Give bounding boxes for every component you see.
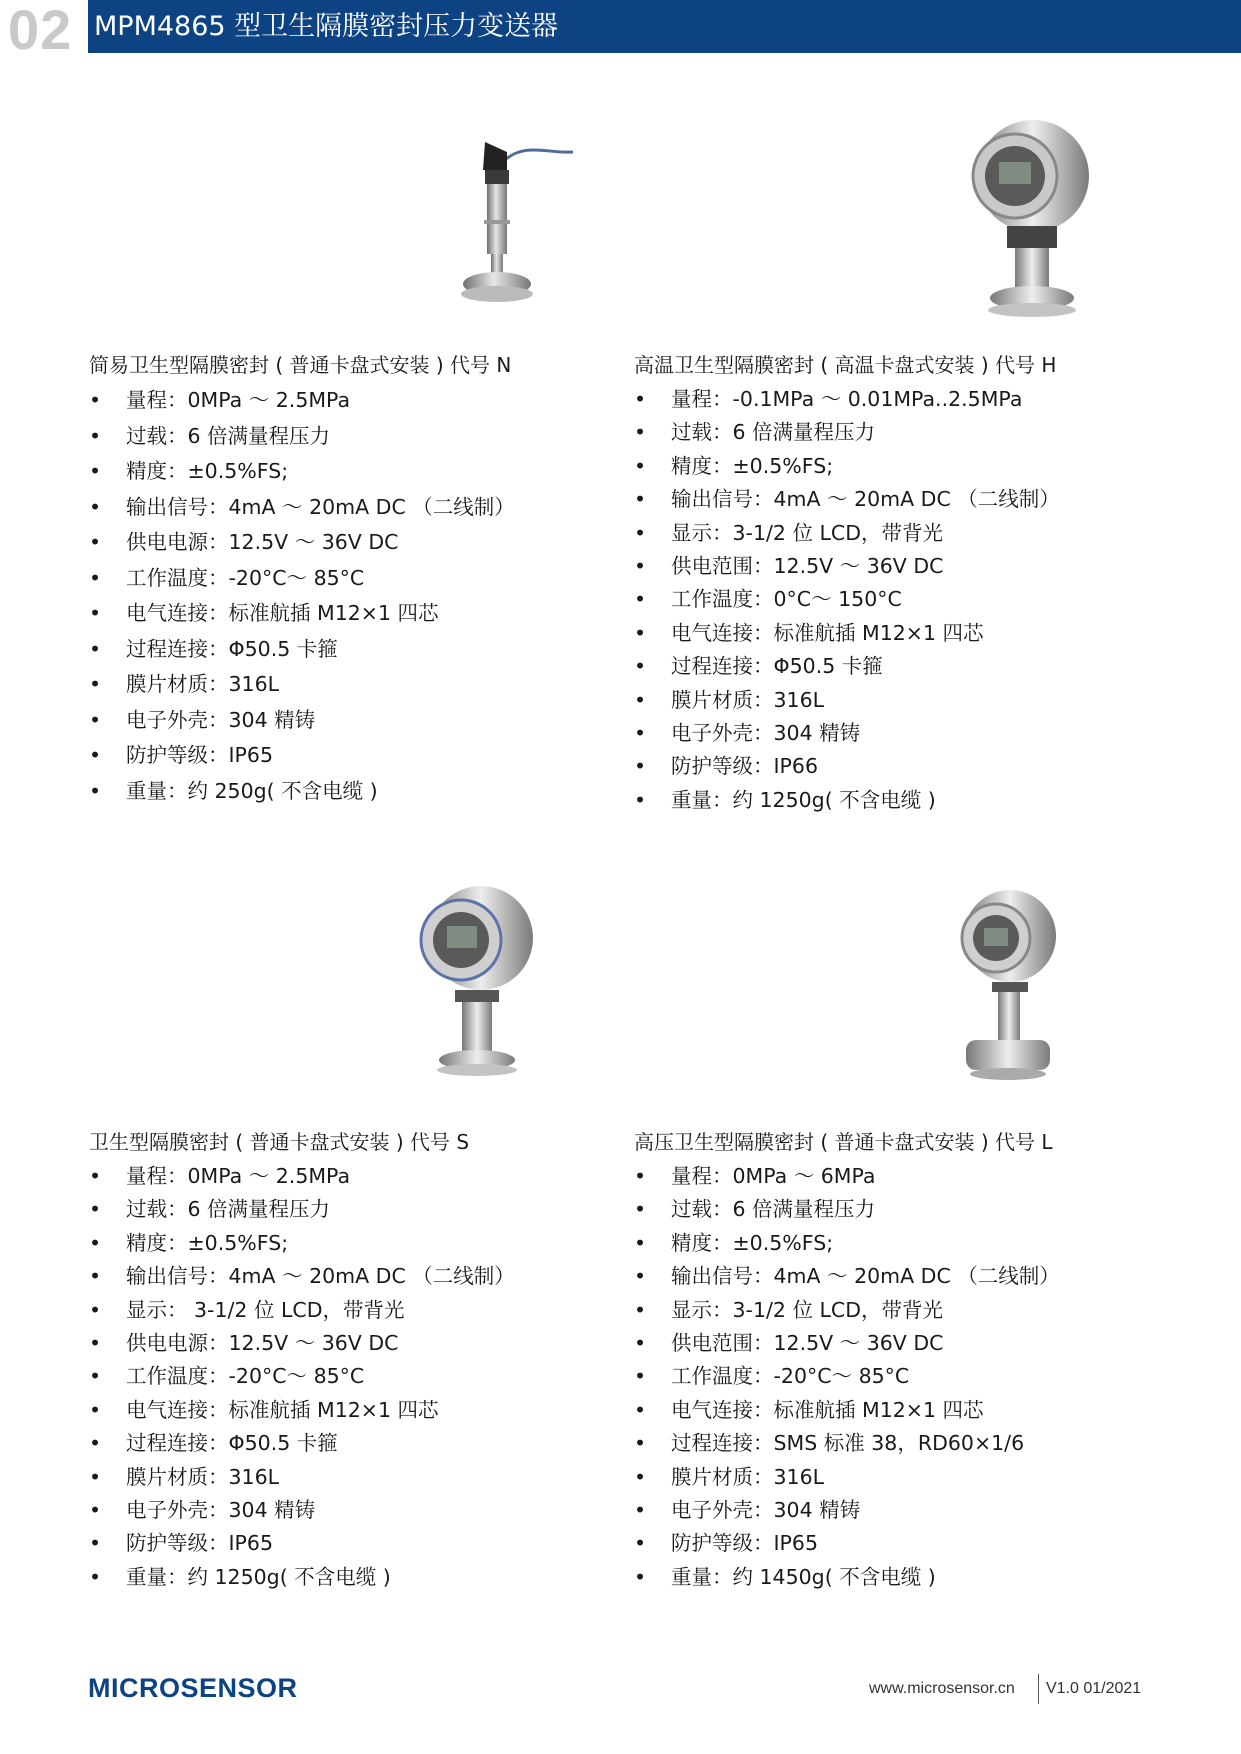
product-block-l: [634, 1128, 1094, 1594]
spec-item: • 量程：-0.1MPa ～ 0.01MPa..2.5MPa: [634, 383, 1094, 416]
spec-item: • 电子外壳：304 精铸: [89, 1494, 549, 1527]
spec-item: • 供电范围：12.5V ～ 36V DC: [634, 550, 1094, 583]
product-block-h: [634, 351, 1094, 817]
spec-item: • 供电范围：12.5V ～ 36V DC: [634, 1327, 1094, 1360]
footer-url: www.microsensor.cn: [869, 1680, 1015, 1697]
footer-divider: [1038, 1674, 1039, 1704]
spec-item: • 防护等级：IP65: [634, 1527, 1094, 1560]
spec-list-n: [89, 383, 549, 809]
spec-item: • 工作温度：-20°C～ 85°C: [89, 561, 549, 597]
spec-item: • 输出信号：4mA ～ 20mA DC （二线制）: [634, 1260, 1094, 1293]
product-title-h: 高温卫生型隔膜密封 ( 高温卡盘式安装 ) 代号 H: [634, 353, 1057, 377]
spec-item: • 精度：±0.5%FS;: [89, 454, 549, 490]
spec-item: • 过载：6 倍满量程压力: [89, 1193, 549, 1226]
spec-item: • 精度：±0.5%FS;: [634, 450, 1094, 483]
spec-item: • 电气连接：标准航插 M12×1 四芯: [634, 1394, 1094, 1427]
spec-item: • 精度：±0.5%FS;: [89, 1227, 549, 1260]
spec-item: • 过载：6 倍满量程压力: [634, 416, 1094, 449]
spec-item: • 输出信号：4mA ～ 20mA DC （二线制）: [89, 1260, 549, 1293]
spec-item: • 输出信号：4mA ～ 20mA DC （二线制）: [634, 483, 1094, 516]
brand-logo: MICROSENSOR: [88, 1673, 298, 1703]
spec-item: • 膜片材质：316L: [634, 684, 1094, 717]
spec-item: • 输出信号：4mA ～ 20mA DC （二线制）: [89, 490, 549, 526]
spec-item: • 过程连接：Φ50.5 卡箍: [89, 1427, 549, 1460]
spec-item: • 显示：3-1/2 位 LCD，带背光: [634, 517, 1094, 550]
spec-item: • 过程连接：SMS 标准 38，RD60×1/6: [634, 1427, 1094, 1460]
spec-item: • 防护等级：IP66: [634, 750, 1094, 783]
spec-item: • 重量：约 1250g( 不含电缆 ): [634, 784, 1094, 817]
product-image-s: [405, 886, 545, 1082]
spec-item: • 过载：6 倍满量程压力: [89, 419, 549, 455]
product-title-l: 高压卫生型隔膜密封 ( 普通卡盘式安装 ) 代号 L: [634, 1130, 1053, 1154]
spec-list-h: [634, 383, 1094, 817]
spec-item: • 工作温度：-20°C～ 85°C: [634, 1360, 1094, 1393]
product-title-n: 简易卫生型隔膜密封 ( 普通卡盘式安装 ) 代号 N: [89, 353, 512, 377]
product-image-n: [455, 132, 575, 314]
spec-item: • 电子外壳：304 精铸: [89, 703, 549, 739]
spec-item: • 显示： 3-1/2 位 LCD，带背光: [89, 1294, 549, 1327]
spec-item: • 过载：6 倍满量程压力: [634, 1193, 1094, 1226]
spec-item: • 供电电源：12.5V ～ 36V DC: [89, 525, 549, 561]
spec-list-s: [89, 1160, 549, 1594]
spec-item: • 工作温度：-20°C～ 85°C: [89, 1360, 549, 1393]
spec-item: • 电气连接：标准航插 M12×1 四芯: [89, 596, 549, 632]
spec-item: • 重量：约 1250g( 不含电缆 ): [89, 1561, 549, 1594]
product-image-h: [955, 118, 1105, 326]
product-block-s: [89, 1128, 549, 1594]
spec-item: • 重量：约 250g( 不含电缆 ): [89, 774, 549, 810]
spec-item: • 量程：0MPa ～ 2.5MPa: [89, 383, 549, 419]
spec-item: • 过程连接：Φ50.5 卡箍: [634, 650, 1094, 683]
spec-item: • 防护等级：IP65: [89, 1527, 549, 1560]
spec-list-l: [634, 1160, 1094, 1594]
product-block-n: [89, 351, 549, 809]
spec-item: • 重量：约 1450g( 不含电缆 ): [634, 1561, 1094, 1594]
spec-item: • 膜片材质：316L: [89, 667, 549, 703]
spec-item: • 电气连接：标准航插 M12×1 四芯: [89, 1394, 549, 1427]
page-title: MPM4865 型卫生隔膜密封压力变送器: [94, 11, 559, 42]
spec-item: • 量程：0MPa ～ 2.5MPa: [89, 1160, 549, 1193]
page-title-bar: [88, 0, 1241, 53]
spec-item: • 显示：3-1/2 位 LCD，带背光: [634, 1294, 1094, 1327]
spec-item: • 工作温度：0°C～ 150°C: [634, 583, 1094, 616]
spec-item: • 量程：0MPa ～ 6MPa: [634, 1160, 1094, 1193]
spec-item: • 供电电源：12.5V ～ 36V DC: [89, 1327, 549, 1360]
product-title-s: 卫生型隔膜密封 ( 普通卡盘式安装 ) 代号 S: [89, 1130, 470, 1154]
spec-item: • 电气连接：标准航插 M12×1 四芯: [634, 617, 1094, 650]
spec-item: • 膜片材质：316L: [634, 1461, 1094, 1494]
spec-item: • 精度：±0.5%FS;: [634, 1227, 1094, 1260]
spec-item: • 防护等级：IP65: [89, 738, 549, 774]
footer-version: V1.0 01/2021: [1046, 1680, 1142, 1697]
spec-item: • 电子外壳：304 精铸: [634, 1494, 1094, 1527]
page-number: 02: [8, 0, 73, 61]
product-image-l: [948, 890, 1068, 1086]
spec-item: • 过程连接：Φ50.5 卡箍: [89, 632, 549, 668]
spec-item: • 电子外壳：304 精铸: [634, 717, 1094, 750]
spec-item: • 膜片材质：316L: [89, 1461, 549, 1494]
